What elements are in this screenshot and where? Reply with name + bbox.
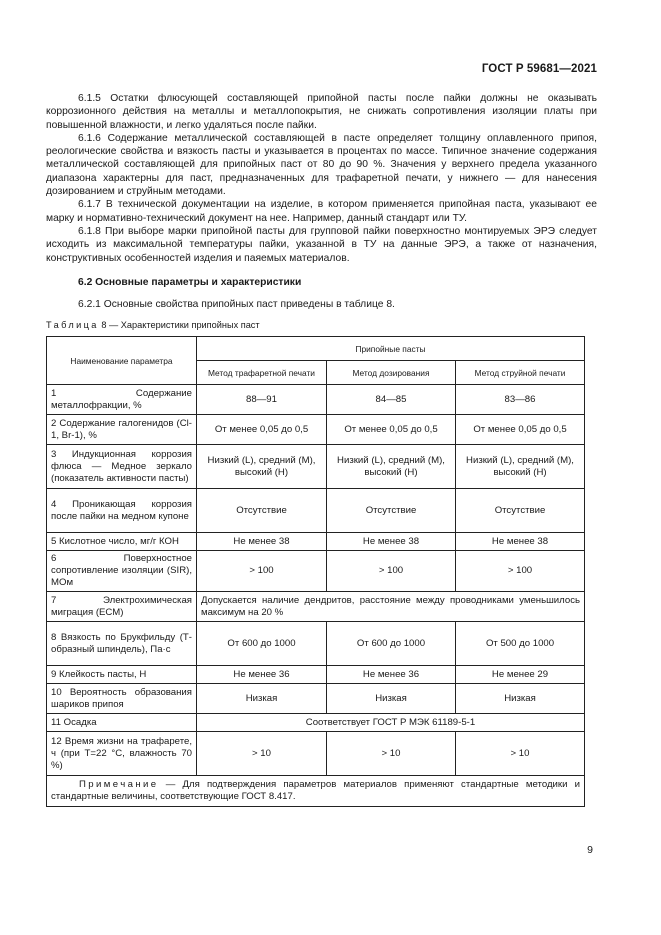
table-cell-param: 5 Кислотное число, мг/г КОН [47, 533, 197, 551]
table-body [47, 385, 585, 807]
table-cell-value: Низкий (L), средний (M), высокий (H) [197, 445, 327, 489]
header-group: Припойные пасты [197, 337, 585, 361]
table-caption-text: 8 — Характеристики припойных паст [101, 320, 260, 330]
table-cell-value: Низкая [456, 684, 585, 714]
table-cell-param: 1 Содержание металлофракции, % [47, 385, 197, 415]
table-row [47, 592, 585, 622]
table-cell-value: Не менее 38 [456, 533, 585, 551]
paragraph-6-1-5: 6.1.5 Остатки флюсующей составляющей припойной пасты после пайки должны не оказывать коррозионного действия на металлы и металлопокрытия, не снижать сопротивления изоляции платы при повышенной влажности, и легко удаляться после пайки. [46, 93, 597, 131]
table-row [47, 385, 585, 415]
table-cell-value: Низкий (L), средний (M), высокий (H) [456, 445, 585, 489]
table-caption-prefix: Таблица [46, 320, 99, 330]
paragraph-6-1-8: 6.1.8 При выборе марки припойной пасты для групповой пайки поверхностно монтируемых ЭРЭ следует исходить из максимальной температуры пайки, указанной в ТУ на данные ЭРЭ, а также от назначения, конструктивных особенностей изделия и паяемых материалов. [46, 225, 597, 264]
table-cell-span: Соответствует ГОСТ Р МЭК 61189-5-1 [197, 714, 585, 732]
table-cell-value: Не менее 38 [327, 533, 456, 551]
table-cell-value: > 100 [327, 551, 456, 592]
table-cell-value: От менее 0,05 до 0,5 [327, 415, 456, 445]
table-cell-value: Низкая [327, 684, 456, 714]
table-cell-value: Не менее 29 [456, 666, 585, 684]
table-cell-value: > 100 [456, 551, 585, 592]
table-cell-value: > 10 [456, 732, 585, 776]
table-cell-value: Отсутствие [197, 489, 327, 533]
table-row [47, 666, 585, 684]
table-cell-param: 10 Вероятность образования шариков припоя [47, 684, 197, 714]
table-cell-param: 9 Клейкость пасты, Н [47, 666, 197, 684]
table-cell-param: 2 Содержание галогенидов (Cl-1, Br-1), % [47, 415, 197, 445]
table-cell-value: Отсутствие [327, 489, 456, 533]
characteristics-table [46, 336, 585, 807]
table-cell-span: Допускается наличие дендритов, расстояние между проводниками уменьшилось максимум на 20 % [197, 592, 585, 622]
table-cell-param: 6 Поверхностное сопротивление изоляции (SIR), МОм [47, 551, 197, 592]
table-note-text: — Для подтверждения параметров материалов применяют стандартные методики и стандартные величины, соответствующие ГОСТ 8.417. [51, 779, 581, 802]
header-col3: Метод струйной печати [456, 361, 585, 385]
table-cell-value: От 600 до 1000 [327, 622, 456, 666]
paragraph-6-2-1: 6.2.1 Основные свойства припойных паст приведены в таблице 8. [78, 299, 395, 311]
table-cell-value: Не менее 36 [197, 666, 327, 684]
table-row [47, 551, 585, 592]
table-cell-value: Не менее 38 [197, 533, 327, 551]
section-title: 6.2 Основные параметры и характеристики [78, 276, 302, 288]
table-cell-param: 3 Индукционная коррозия флюса — Медное зеркало (показатель активности пасты) [47, 445, 197, 489]
table-row [47, 415, 585, 445]
table-cell-param: 12 Время жизни на трафарете, ч (при Т=22 °С, влажность 70 %) [47, 732, 197, 776]
table-cell-value: Не менее 36 [327, 666, 456, 684]
table-cell-value: От 500 до 1000 [456, 622, 585, 666]
paragraph-6-1-7: 6.1.7 В технической документации на изделие, в котором применяется припойная паста, указывают ее марку и нормативно-технический документ на нее. Например, данный стандарт или ТУ. [46, 199, 597, 224]
table-cell-value: 83—86 [456, 385, 585, 415]
table-cell-value: Низкая [197, 684, 327, 714]
header-col1: Метод трафаретной печати [197, 361, 327, 385]
table-cell-param: 7 Электрохимическая миграция (ЕСМ) [47, 592, 197, 622]
table-cell-value: 84—85 [327, 385, 456, 415]
table-cell-value: От 600 до 1000 [197, 622, 327, 666]
page-number: 9 [587, 844, 593, 856]
table-note-row [47, 776, 585, 807]
table-cell-value: От менее 0,05 до 0,5 [456, 415, 585, 445]
table-cell-value: > 10 [327, 732, 456, 776]
body-text [46, 92, 597, 321]
table-cell-value: Отсутствие [456, 489, 585, 533]
table-row [47, 533, 585, 551]
table-row [47, 445, 585, 489]
paragraph-6-1-6: 6.1.6 Содержание металлической составляющей в пасте определяет толщину оплавленного припоя, реологические свойства и вязкость пасты и указывается в процентах по массе. Типичное значение содержания металлической составляющей для припойных паст от 80 до 90 %. Значения у верхнего предела указанного диапазона характерны для паст, предназначенных для трафаретной печати, у нижнего — для нанесения дозированием и струйным методами. [46, 132, 597, 198]
table-cell-value: > 10 [197, 732, 327, 776]
header-col2: Метод дозирования [327, 361, 456, 385]
header-param: Наименование параметра [47, 337, 197, 385]
table-caption [46, 320, 260, 330]
table-row [47, 489, 585, 533]
table-cell-value: Низкий (L), средний (M), высокий (H) [327, 445, 456, 489]
table-cell-param: 4 Проникающая коррозия после пайки на медном купоне [47, 489, 197, 533]
table-note-prefix: Примечание [79, 779, 159, 790]
table-row [47, 684, 585, 714]
table-note [47, 776, 585, 807]
table-row [47, 714, 585, 732]
table-cell-param: 8 Вязкость по Брукфильду (Т-образный шпиндель), Па·с [47, 622, 197, 666]
table-row [47, 622, 585, 666]
document-code: ГОСТ Р 59681—2021 [481, 63, 597, 75]
table-cell-value: > 100 [197, 551, 327, 592]
table-cell-value: 88—91 [197, 385, 327, 415]
table-row [47, 732, 585, 776]
table-cell-param: 11 Осадка [47, 714, 197, 732]
table-cell-value: От менее 0,05 до 0,5 [197, 415, 327, 445]
